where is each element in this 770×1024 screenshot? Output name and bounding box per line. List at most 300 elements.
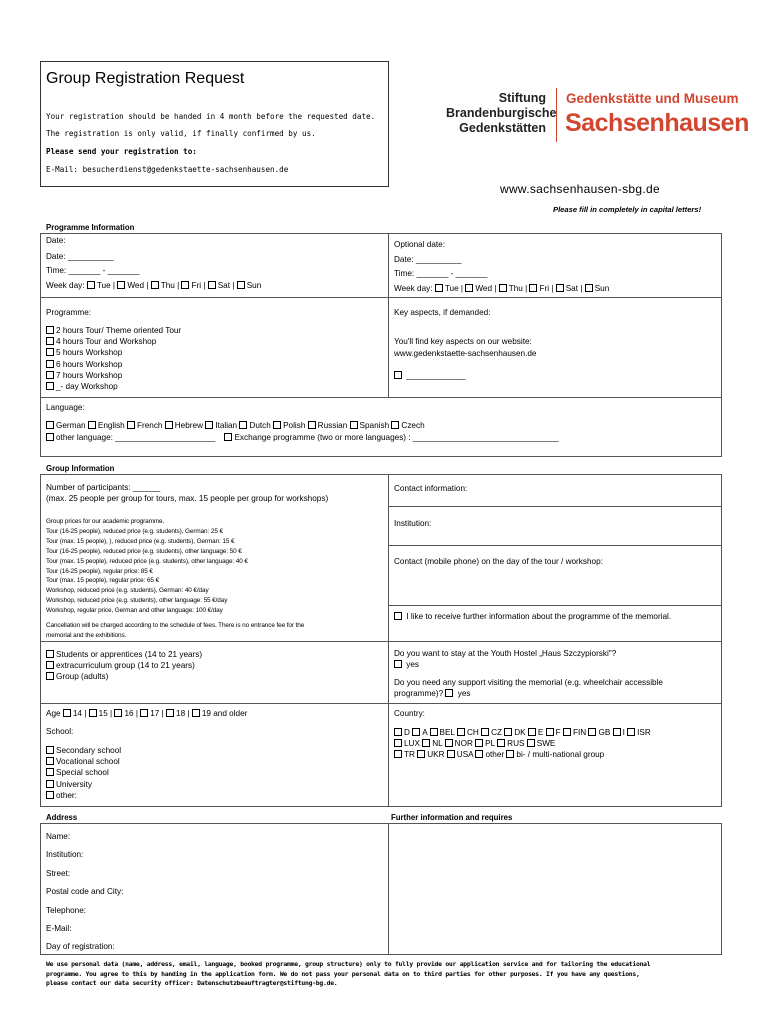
price-list — [46, 517, 248, 616]
lang-label: French — [137, 421, 163, 430]
key-aspects-label: Key aspects, if demanded: — [394, 308, 491, 317]
country-option[interactable] — [506, 750, 604, 759]
lang-label: Hebrew — [174, 421, 203, 430]
checkbox-icon[interactable] — [239, 421, 247, 429]
day-label: Thu | — [160, 281, 180, 290]
day-label: Tue | — [444, 284, 464, 293]
other-language-label: other language: ______________________ — [56, 433, 216, 442]
checkbox-icon[interactable] — [417, 750, 425, 758]
exchange-option[interactable] — [224, 433, 558, 442]
price-item: Workshop, reduced price (e.g. students), other language: 55 €/day — [46, 597, 228, 605]
age-option[interactable] — [140, 709, 164, 718]
lang-label: Spanish — [359, 421, 390, 430]
group-divider — [388, 474, 389, 806]
hostel-yes-option[interactable] — [394, 660, 419, 670]
group-type-option[interactable] — [46, 649, 202, 660]
address-telephone-field[interactable]: Telephone: — [46, 906, 87, 915]
logo-left-line-3: Gedenkstätten — [459, 121, 546, 135]
day-sun[interactable] — [237, 281, 262, 290]
logo-right-line-1: Gedenkstätte und Museum — [566, 91, 739, 106]
checkbox-icon[interactable] — [445, 689, 453, 697]
country-code: PL — [485, 739, 495, 749]
lang-option[interactable] — [46, 421, 86, 430]
checkbox-icon[interactable] — [546, 728, 554, 736]
opt-day-wed[interactable] — [465, 284, 496, 293]
programme-option[interactable] — [46, 359, 181, 370]
logo-left — [446, 91, 557, 136]
school-option[interactable] — [46, 790, 121, 801]
checkbox-icon[interactable] — [88, 421, 96, 429]
support-yes-option[interactable] — [445, 689, 470, 698]
time-field[interactable]: Time: _______ - _______ — [46, 266, 140, 275]
group-row-line-2 — [40, 703, 721, 704]
opt-day-thu[interactable] — [499, 284, 528, 293]
day-label: Wed | — [127, 281, 149, 290]
address-box — [40, 823, 722, 955]
other-language-row — [46, 433, 559, 443]
section-programme: Programme Information — [46, 223, 135, 232]
programme-options — [46, 325, 181, 392]
checkbox-icon[interactable] — [181, 281, 189, 289]
checkbox-icon[interactable] — [394, 660, 402, 668]
checkbox-icon[interactable] — [46, 661, 54, 669]
participants-note: (max. 25 people per group for tours, max. 15 people per group for workshops) — [46, 494, 329, 503]
country-code: A — [422, 728, 428, 737]
logo-divider — [556, 88, 557, 142]
section-further-info: Further information and requires — [391, 813, 513, 822]
price-item: Tour (max. 15 people), ), reduced price (e.g. students), German: 15 € — [46, 537, 235, 545]
age-row — [46, 709, 247, 719]
country-option[interactable] — [504, 728, 525, 737]
checkbox-icon[interactable] — [273, 421, 281, 429]
programme-option[interactable] — [46, 325, 181, 336]
day-label: Tue | — [96, 281, 116, 290]
lang-option[interactable] — [350, 421, 390, 430]
checkbox-icon[interactable] — [506, 750, 514, 758]
school-label-text: Vocational school — [56, 757, 120, 767]
cancellation-note — [46, 621, 304, 640]
contact-line-1 — [388, 506, 721, 507]
country-code: USA — [456, 750, 474, 760]
group-type-option[interactable] — [46, 660, 202, 671]
country-code: SWE — [536, 739, 556, 749]
day-label: Wed | — [475, 284, 497, 293]
country-option[interactable] — [527, 739, 556, 748]
country-option[interactable] — [430, 728, 455, 737]
address-postal-field[interactable]: Postal code and City: — [46, 887, 124, 896]
address-divider — [388, 823, 389, 954]
country-option[interactable] — [394, 750, 415, 759]
country-option[interactable] — [497, 739, 524, 748]
checkbox-icon[interactable] — [556, 284, 564, 292]
school-options — [46, 745, 121, 801]
checkbox-icon[interactable] — [117, 281, 125, 289]
date-label: Date: — [46, 236, 66, 245]
checkbox-icon[interactable] — [394, 728, 402, 736]
checkbox-icon[interactable] — [63, 709, 71, 717]
checkbox-icon[interactable] — [127, 421, 135, 429]
country-option[interactable] — [563, 728, 586, 737]
country-option[interactable] — [394, 739, 420, 748]
checkbox-icon[interactable] — [394, 750, 402, 758]
website: www.sachsenhausen-sbg.de — [500, 182, 660, 196]
country-code: DK — [514, 728, 526, 737]
price-item: Workshop, reduced price (e.g. students), German: 40 €/day — [46, 587, 209, 595]
school-option[interactable] — [46, 767, 121, 778]
lang-label: Czech — [401, 421, 425, 430]
language-row — [46, 421, 425, 431]
logo-right-line-2: Sachsenhausen — [565, 109, 749, 137]
section-address: Address — [46, 813, 78, 822]
address-street-field[interactable]: Street: — [46, 869, 71, 878]
country-code: GB — [598, 728, 611, 737]
age-value: 18 | — [176, 709, 190, 718]
age-value: 17 | — [150, 709, 164, 718]
section-group: Group Information — [46, 464, 115, 473]
key-aspects-link[interactable]: www.gedenkstaette-sachsenhausen.de — [394, 349, 537, 358]
further-info-label: I like to receive further information about the programme of the memorial. — [406, 612, 672, 621]
programme-divider — [388, 233, 389, 397]
lang-option[interactable] — [308, 421, 348, 430]
optional-date-label: Optional date: — [394, 240, 445, 249]
checkbox-icon[interactable] — [447, 750, 455, 758]
checkbox-icon[interactable] — [422, 739, 430, 747]
country-label: Country: — [394, 709, 425, 718]
checkbox-icon[interactable] — [527, 739, 535, 747]
checkbox-icon[interactable] — [475, 750, 483, 758]
option-label: 2 hours Tour/ Theme oriented Tour — [56, 326, 182, 335]
address-institution-field[interactable]: Institution: — [46, 850, 84, 859]
country-code: LUX — [404, 739, 420, 749]
address-name-field[interactable]: Name: — [46, 832, 71, 841]
country-code: RUS — [507, 739, 525, 749]
day-wed[interactable] — [117, 281, 148, 290]
hostel-question: Do you want to stay at the Youth Hostel „Haus Szczypiorski"? — [394, 649, 617, 658]
checkbox-icon[interactable] — [46, 791, 54, 799]
group-type-options — [46, 649, 202, 683]
programme-label: Programme: — [46, 308, 92, 317]
lang-option[interactable] — [165, 421, 203, 430]
day-thu[interactable] — [151, 281, 180, 290]
checkbox-icon[interactable] — [394, 371, 402, 379]
lang-option[interactable] — [239, 421, 270, 430]
school-label-text: University — [56, 779, 92, 789]
day-tue[interactable] — [87, 281, 115, 290]
country-code: NL — [432, 739, 443, 749]
school-option[interactable] — [46, 756, 121, 767]
lang-option[interactable] — [88, 421, 125, 430]
date-field[interactable]: Date: __________ — [46, 252, 114, 261]
programme-option[interactable] — [46, 336, 181, 347]
age-option[interactable] — [89, 709, 113, 718]
day-label: Sun — [594, 284, 610, 293]
checkbox-icon[interactable] — [46, 382, 54, 390]
checkbox-icon[interactable] — [481, 728, 489, 736]
checkbox-icon[interactable] — [140, 709, 148, 717]
country-option[interactable] — [422, 739, 442, 748]
country-code: F — [555, 728, 561, 737]
country-option[interactable] — [475, 739, 495, 748]
key-aspects-option[interactable] — [394, 371, 465, 381]
checkbox-icon[interactable] — [627, 728, 635, 736]
opt-day-sun[interactable] — [585, 284, 610, 293]
age-option[interactable] — [166, 709, 190, 718]
programme-row-line-1 — [40, 297, 721, 298]
weekday-label: Week day: — [46, 281, 85, 290]
checkbox-icon[interactable] — [394, 612, 402, 620]
price-item: Tour (16-25 people), reduced price (e.g. students), other language: 50 € — [46, 547, 242, 555]
logo-left-line-1: Stiftung — [498, 91, 546, 105]
checkbox-icon[interactable] — [151, 281, 159, 289]
checkbox-icon[interactable] — [475, 739, 483, 747]
lang-label: Dutch — [249, 421, 271, 430]
exchange-label: Exchange programme (two or more languages) : ________________________________ — [234, 433, 559, 442]
country-row-1 — [394, 727, 651, 738]
privacy-line: please contact our data security officer: Datenschutzbeauftragter@stiftung-bg.de. — [46, 979, 338, 987]
group-type-label: Group (adults) — [56, 672, 109, 682]
support-row — [394, 689, 470, 699]
checkbox-icon[interactable] — [588, 728, 596, 736]
contact-line-3 — [388, 605, 721, 606]
cancellation-line: memorial and the exhibitions. — [46, 631, 127, 639]
checkbox-icon[interactable] — [504, 728, 512, 736]
day-label: Sat | — [565, 284, 583, 293]
lang-option[interactable] — [273, 421, 305, 430]
group-type-option[interactable] — [46, 671, 202, 682]
age-value: 16 | — [124, 709, 138, 718]
optional-weekday-row — [394, 284, 609, 294]
lang-label: English — [97, 421, 125, 430]
day-label: Fri | — [191, 281, 206, 290]
country-option[interactable] — [481, 728, 502, 737]
country-code: other — [485, 750, 505, 760]
contact-phone-label: Contact (mobile phone) on the day of the tour / workshop: — [394, 557, 603, 566]
privacy-line: programme. You agree to this by handing in the application form. We do not pass your personal data on to third parties for other purposes. If you have any questions, — [46, 969, 640, 978]
country-code: TR — [404, 750, 415, 760]
price-item: Tour (16-25 people), regular price: 85 € — [46, 567, 153, 575]
option-label: _- day Workshop — [56, 382, 118, 392]
opt-day-fri[interactable] — [529, 284, 553, 293]
further-info-option[interactable] — [394, 612, 671, 622]
programme-option[interactable] — [46, 381, 181, 392]
country-option[interactable] — [528, 728, 543, 737]
checkbox-icon[interactable] — [46, 421, 54, 429]
country-options — [394, 727, 651, 761]
cancellation-line: Cancellation will be charged according to the schedule of fees. There is no entrance fee for the — [46, 622, 305, 629]
age-value: 19 and older — [201, 709, 248, 718]
checkbox-icon[interactable] — [46, 348, 54, 356]
age-label: Age — [46, 709, 61, 718]
checkbox-icon[interactable] — [46, 371, 54, 379]
country-code: D — [404, 728, 410, 737]
school-label-text: other: — [56, 790, 77, 800]
opt-day-tue[interactable] — [435, 284, 463, 293]
country-option[interactable] — [546, 728, 561, 737]
day-sat[interactable] — [208, 281, 235, 290]
country-code: E — [537, 728, 544, 737]
checkbox-icon[interactable] — [394, 739, 402, 747]
optional-date-field[interactable]: Date: __________ — [394, 255, 462, 264]
checkbox-icon[interactable] — [46, 433, 54, 441]
day-label: Fri | — [539, 284, 554, 293]
checkbox-icon[interactable] — [192, 709, 200, 717]
country-code: bi- / multi-national group — [516, 750, 605, 760]
checkbox-icon[interactable] — [613, 728, 621, 736]
checkbox-icon[interactable] — [391, 421, 399, 429]
checkbox-icon[interactable] — [46, 672, 54, 680]
day-fri[interactable] — [181, 281, 205, 290]
country-option[interactable] — [412, 728, 427, 737]
checkbox-icon[interactable] — [89, 709, 97, 717]
country-row-3 — [394, 749, 651, 760]
country-option[interactable] — [417, 750, 444, 759]
checkbox-icon[interactable] — [87, 281, 95, 289]
checkbox-icon[interactable] — [46, 650, 54, 658]
checkbox-icon[interactable] — [224, 433, 232, 441]
price-item: Group prices for our academic programme. — [46, 518, 165, 525]
checkbox-icon[interactable] — [237, 281, 245, 289]
checkbox-icon[interactable] — [457, 728, 465, 736]
option-label: 6 hours Workshop — [56, 359, 123, 369]
optional-time-field[interactable]: Time: _______ - _______ — [394, 269, 488, 278]
age-option[interactable] — [63, 709, 87, 718]
logo-left-line-2: Brandenburgische — [446, 106, 557, 120]
header-email: E-Mail: besucherdienst@gedenkstaette-sachsenhausen.de — [46, 165, 289, 174]
institution-label: Institution: — [394, 519, 432, 528]
other-language-option[interactable] — [46, 433, 215, 442]
header-line-2: The registration is only valid, if finally confirmed by us. — [46, 129, 316, 138]
country-option[interactable] — [627, 728, 651, 737]
price-item: Tour (max. 15 people), regular price: 65 € — [46, 577, 160, 585]
checkbox-icon[interactable] — [46, 746, 54, 754]
country-code: CZ — [491, 728, 502, 737]
country-code: CH — [466, 728, 479, 737]
programme-row-line-2 — [40, 397, 721, 398]
checkbox-icon[interactable] — [46, 360, 54, 368]
school-label-text: Special school — [56, 768, 109, 778]
weekday-label: Week day: — [394, 284, 433, 293]
lang-option[interactable] — [127, 421, 162, 430]
yes-label: yes — [457, 689, 471, 698]
checkbox-icon[interactable] — [46, 326, 54, 334]
checkbox-icon[interactable] — [563, 728, 571, 736]
privacy-line: We use personal data (name, address, email, language, booked programme, group structure) only to fully provide our application service and for tailoring the educational — [46, 960, 651, 968]
age-option[interactable] — [114, 709, 138, 718]
school-label: School: — [46, 727, 74, 736]
checkbox-icon[interactable] — [165, 421, 173, 429]
contact-info-label: Contact information: — [394, 484, 468, 493]
address-email-field[interactable]: E-Mail: — [46, 924, 72, 933]
day-label: Thu | — [508, 284, 528, 293]
country-code: BEL — [439, 728, 455, 737]
checkbox-icon[interactable] — [499, 284, 507, 292]
price-item: Tour (max. 15 people), reduced price (e.g. students), other language: 40 € — [46, 557, 248, 565]
checkbox-icon[interactable] — [445, 739, 453, 747]
group-row-line-1 — [40, 641, 721, 642]
key-aspects-blank: _____________ — [406, 371, 466, 380]
checkbox-icon[interactable] — [205, 421, 213, 429]
day-label: Sat | — [217, 281, 235, 290]
country-row-2 — [394, 738, 651, 749]
country-option[interactable] — [445, 739, 473, 748]
lang-label: Polish — [283, 421, 306, 430]
key-aspects-text: You'll find key aspects on our website: — [394, 337, 532, 346]
opt-day-sat[interactable] — [556, 284, 583, 293]
checkbox-icon[interactable] — [46, 780, 54, 788]
checkbox-icon[interactable] — [430, 728, 438, 736]
country-code: ISR — [637, 728, 651, 737]
checkbox-icon[interactable] — [208, 281, 216, 289]
checkbox-icon[interactable] — [528, 728, 536, 736]
yes-label: yes — [406, 660, 420, 669]
group-type-label: extracurriculum group (14 to 21 years) — [56, 661, 195, 671]
age-value: 14 | — [72, 709, 87, 718]
privacy-footer — [46, 960, 650, 989]
lang-label: Italian — [215, 421, 238, 430]
language-label: Language: — [46, 403, 85, 412]
country-option[interactable] — [457, 728, 479, 737]
option-label: 5 hours Workshop — [56, 348, 123, 358]
country-option[interactable] — [394, 728, 410, 737]
country-code: I — [622, 728, 625, 737]
checkbox-icon[interactable] — [585, 284, 593, 292]
weekday-row — [46, 281, 261, 291]
country-option[interactable] — [475, 750, 504, 759]
country-option[interactable] — [588, 728, 610, 737]
school-label-text: Secondary school — [56, 746, 122, 755]
day-label: Sun — [246, 281, 262, 290]
age-value: 15 | — [98, 709, 113, 718]
checkbox-icon[interactable] — [435, 284, 443, 292]
lang-option[interactable] — [205, 421, 237, 430]
price-item: Tour (16-25 people), reduced price (e.g. students), German: 25 € — [46, 527, 223, 535]
checkbox-icon[interactable] — [497, 739, 505, 747]
programme-option[interactable] — [46, 370, 181, 381]
contact-line-2 — [388, 545, 721, 546]
country-option[interactable] — [613, 728, 625, 737]
checkbox-icon[interactable] — [114, 709, 122, 717]
option-label: 4 hours Tour and Workshop — [56, 337, 157, 347]
age-option[interactable] — [192, 709, 248, 718]
checkbox-icon[interactable] — [46, 337, 54, 345]
fill-note: Please fill in completely in capital letters! — [553, 205, 702, 214]
checkbox-icon[interactable] — [46, 757, 54, 765]
header-line-1: Your registration should be handed in 4 month before the requested date. — [46, 112, 376, 121]
lang-option[interactable] — [391, 421, 424, 430]
price-item: Workshop, regular price, German and other language: 100 €/day — [46, 607, 223, 615]
participants-field[interactable]: Number of participants: ______ — [46, 483, 161, 492]
checkbox-icon[interactable] — [166, 709, 174, 717]
checkbox-icon[interactable] — [529, 284, 537, 292]
checkbox-icon[interactable] — [412, 728, 420, 736]
school-option[interactable] — [46, 779, 121, 790]
support-question-end: programme)? — [394, 689, 444, 698]
school-option[interactable] — [46, 745, 121, 756]
checkbox-icon[interactable] — [350, 421, 358, 429]
country-code: FIN — [572, 728, 587, 737]
checkbox-icon[interactable] — [465, 284, 473, 292]
country-option[interactable] — [447, 750, 473, 759]
form-title: Group Registration Request — [46, 70, 245, 87]
checkbox-icon[interactable] — [46, 768, 54, 776]
header-line-3: Please send your registration to: — [46, 147, 197, 156]
country-code: NOR — [454, 739, 473, 749]
checkbox-icon[interactable] — [308, 421, 316, 429]
lang-label: Russian — [317, 421, 348, 430]
programme-option[interactable] — [46, 347, 181, 358]
option-label: 7 hours Workshop — [56, 370, 123, 380]
registration-day-field[interactable]: Day of registration: — [46, 942, 115, 951]
